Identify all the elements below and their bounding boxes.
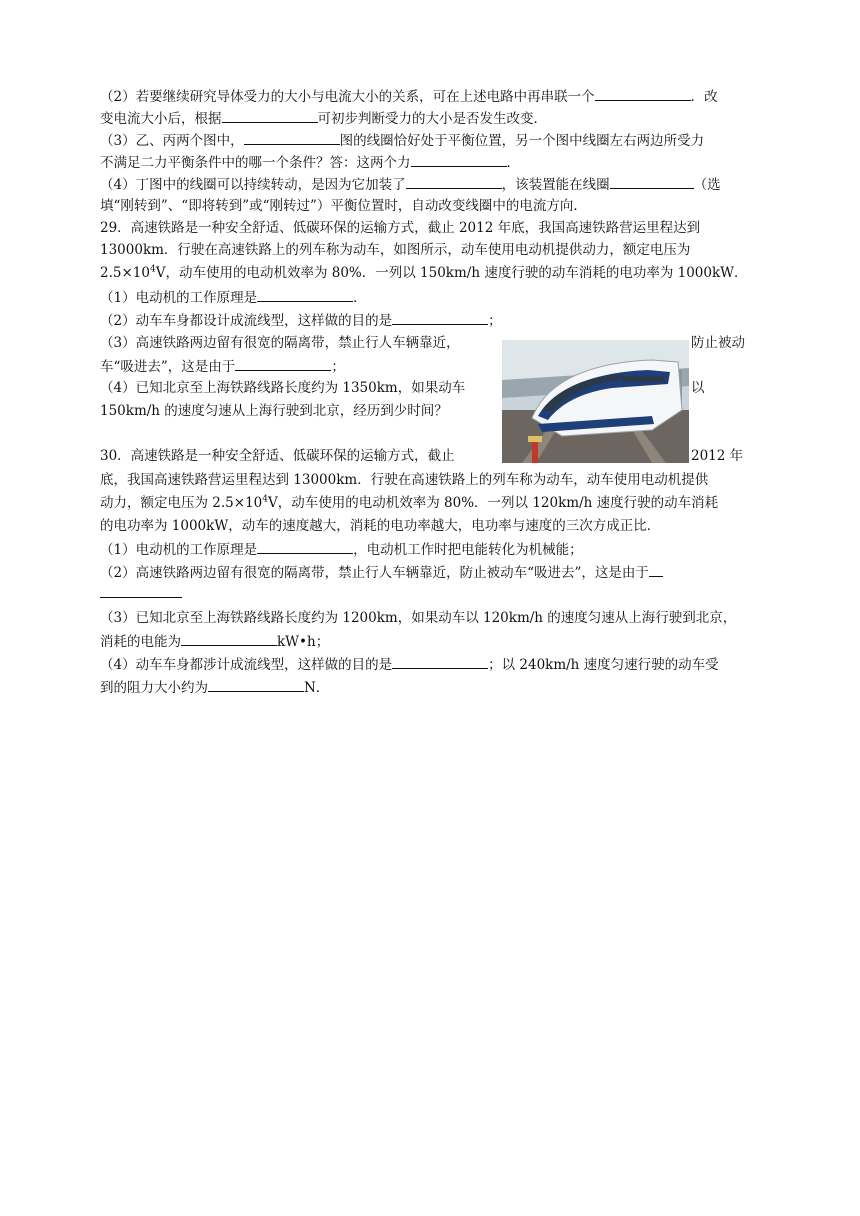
train-image: [502, 340, 689, 463]
answer-blank[interactable]: [222, 108, 318, 123]
q29-stem-line3: $2.5\times 10^4V$，动车使用的电动机效率为 80%．一列以 150km/h 速度行驶的动车消耗的电功率为 1000kW．: [100, 264, 748, 281]
answer-blank[interactable]: [595, 86, 691, 101]
q30-sub1: （1）电动机的工作原理是 ，电动机工作时把电能转化为机械能；: [100, 539, 583, 559]
answer-blank[interactable]: [208, 677, 304, 692]
answer-blank[interactable]: [392, 654, 488, 669]
q30-stem-line2: 底，我国高速铁路营运里程达到 13000km．行驶在高速铁路上的列车称为动车，动车使用电动机提供: [100, 472, 709, 488]
answer-blank[interactable]: [181, 631, 277, 646]
q29-sub4-line1-end: 以: [691, 380, 705, 396]
answer-blank[interactable]: [610, 174, 694, 189]
q30-sub2-cont: [100, 583, 182, 603]
q29-sub3-line1: （3）高速铁路两边留有很宽的隔离带，禁止行人车辆靠近，: [100, 335, 460, 351]
q30-sub4-line2: 到的阻力大小约为 N．: [100, 677, 329, 697]
q28-part3-line1: （3）乙、丙两个图中， 图的线圈恰好处于平衡位置，另一个图中线圈左右两边所受力: [100, 130, 704, 150]
answer-blank[interactable]: [411, 152, 507, 167]
answer-blank[interactable]: [257, 287, 353, 302]
q30-sub2: （2）高速铁路两边留有很宽的隔离带，禁止行人车辆靠近，防止被动车“吸进去”，这是由于: [100, 562, 663, 582]
answer-blank[interactable]: [257, 539, 353, 554]
q30-stem-line1-end: 2012 年: [691, 448, 744, 464]
q29-stem-line1: 29．高速铁路是一种安全舒适、低碳环保的运输方式，截止 2012 年底，我国高速铁路营运里程达到: [100, 220, 701, 236]
q29-stem-line2: 13000km．行驶在高速铁路上的列车称为动车，如图所示，动车使用电动机提供动力，额定电压为: [100, 242, 691, 258]
q29-sub1: （1）电动机的工作原理是 ．: [100, 287, 367, 307]
q29-sub2: （2）动车车身都设计成流线型，这样做的目的是 ；: [100, 310, 502, 330]
q30-stem-line4: 的电功率为 1000kW，动车的速度越大，消耗的电功率越大，电功率与速度的三次方成正比．: [100, 518, 661, 534]
q30-sub4-line1: （4）动车车身都涉计成流线型，这样做的目的是 ；以 240km/h 速度匀速行驶的动车受: [100, 654, 719, 674]
q29-sub4-line2: 150km/h 的速度匀速从上海行驶到北京，经历到少时间？: [100, 403, 448, 419]
q30-sub3-line1: （3）已知北京至上海铁路线路长度约为 1200km，如果动车以 120km/h 的速度匀速从上海行驶到北京，: [100, 610, 737, 626]
answer-blank[interactable]: [406, 174, 502, 189]
answer-blank[interactable]: [244, 130, 340, 145]
q28-part2-line2: 变电流大小后，根据 可初步判断受力的大小是否发生改变．: [100, 108, 547, 128]
q30-stem-line1: 30．高速铁路是一种安全舒适、低碳环保的运输方式，截止: [100, 448, 455, 464]
answer-blank[interactable]: [649, 562, 663, 577]
answer-blank[interactable]: [100, 583, 182, 598]
answer-blank[interactable]: [235, 356, 331, 371]
q28-part2-line1: （2）若要继续研究导体受力的大小与电流大小的关系，可在上述电路中再串联一个 ．改: [100, 86, 718, 106]
answer-blank[interactable]: [392, 310, 488, 325]
q29-sub3-line2: 车“吸进去”，这是由于 ；: [100, 356, 345, 376]
q29-sub3-line1-end: 防止被动: [691, 335, 745, 351]
q30-sub3-line2: 消耗的电能为 kW•h；: [100, 631, 329, 651]
q29-sub4-line1: （4）已知北京至上海铁路线路长度约为 1350km，如果动车: [100, 380, 466, 396]
train-photo: [502, 340, 689, 463]
q30-stem-line3: 动力，额定电压为 $2.5\times 10^4V$，动车使用的电动机效率为 80%．一列以 120km/h 速度行驶的动车消耗: [100, 494, 719, 511]
q28-part4-line1: （4）丁图中的线圈可以持续转动，是因为它加装了 ，该装置能在线圈 （选: [100, 174, 721, 194]
q28-part4-line2: 填“刚转到”、“即将转到”或“刚转过”）平衡位置时，自动改变线圈中的电流方向．: [100, 198, 587, 214]
q28-part3-line2: 不满足二力平衡条件中的哪一个条件？答：这两个力 ．: [100, 152, 520, 172]
